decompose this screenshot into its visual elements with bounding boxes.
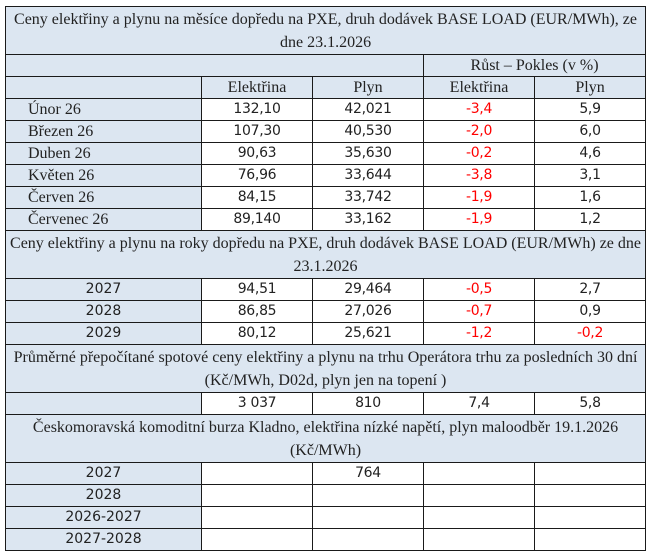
row-label: 2026-2027 (6, 507, 202, 529)
section1-title-row (6, 7, 646, 55)
electricity-price: 132,10 (202, 99, 313, 121)
electricity-price: 84,15 (202, 187, 313, 209)
table-row (6, 463, 646, 485)
col-header-electricity-change: Elektřina (424, 77, 535, 99)
gas-price: 25,621 (313, 323, 424, 345)
gas-price (313, 485, 424, 507)
electricity-price: 86,85 (202, 301, 313, 323)
col-header-gas: Plyn (313, 77, 424, 99)
row-label: 2027 (6, 463, 202, 485)
section2-title-row (6, 231, 646, 279)
electricity-price: 94,51 (202, 279, 313, 301)
table-row (6, 187, 646, 209)
electricity-change: -0,5 (424, 279, 535, 301)
section3-title-row (6, 345, 646, 393)
growth-header-row (6, 55, 646, 77)
table-row (6, 301, 646, 323)
electricity-price (202, 485, 313, 507)
electricity-change: -0,2 (424, 143, 535, 165)
gas-price (313, 507, 424, 529)
section3-title: Průměrné přepočítané spotové ceny elektřiny a plynu na trhu Operátora trhu za posledních 30 dní (Kč/MWh, D02d, plyn jen na topení ) (6, 345, 646, 393)
electricity-change: -1,9 (424, 209, 535, 231)
gas-change: 2,7 (535, 279, 646, 301)
row-label: Červenec 26 (6, 209, 202, 231)
electricity-price: 3 037 (202, 393, 313, 415)
electricity-price: 90,63 (202, 143, 313, 165)
gas-change: 1,6 (535, 187, 646, 209)
electricity-price (202, 529, 313, 551)
row-label: Duben 26 (6, 143, 202, 165)
blank-label-header (6, 77, 202, 99)
gas-price: 40,530 (313, 121, 424, 143)
table-row (6, 485, 646, 507)
table-row (6, 279, 646, 301)
row-label: 2028 (6, 301, 202, 323)
gas-price: 810 (313, 393, 424, 415)
electricity-change: -2,0 (424, 121, 535, 143)
gas-price: 33,742 (313, 187, 424, 209)
section4-title: Českomoravská komoditní burza Kladno, elektřina nízké napětí, plyn maloodběr 19.1.2026 (Kč/MWh) (6, 415, 646, 463)
energy-prices-table (5, 6, 646, 551)
table-row (6, 529, 646, 551)
table-row (6, 393, 646, 415)
row-label: 2027 (6, 279, 202, 301)
row-label (6, 393, 202, 415)
section1-title: Ceny elektřiny a plynu na měsíce dopředu na PXE, druh dodávek BASE LOAD (EUR/MWh), ze dne 23.1.2026 (6, 7, 646, 55)
gas-price: 42,021 (313, 99, 424, 121)
gas-change (535, 507, 646, 529)
gas-change: -0,2 (535, 323, 646, 345)
table-row (6, 165, 646, 187)
electricity-price (202, 507, 313, 529)
gas-change: 1,2 (535, 209, 646, 231)
gas-change: 5,9 (535, 99, 646, 121)
table-row (6, 121, 646, 143)
gas-change (535, 463, 646, 485)
electricity-change (424, 529, 535, 551)
table-row (6, 143, 646, 165)
gas-change: 5,8 (535, 393, 646, 415)
gas-change: 4,6 (535, 143, 646, 165)
gas-change: 3,1 (535, 165, 646, 187)
electricity-change: 7,4 (424, 393, 535, 415)
row-label: 2027-2028 (6, 529, 202, 551)
row-label: Únor 26 (6, 99, 202, 121)
row-label: Březen 26 (6, 121, 202, 143)
electricity-change (424, 507, 535, 529)
gas-price: 35,630 (313, 143, 424, 165)
col-header-gas-change: Plyn (535, 77, 646, 99)
section4-title-row (6, 415, 646, 463)
electricity-change (424, 485, 535, 507)
column-header-row (6, 77, 646, 99)
electricity-change: -1,9 (424, 187, 535, 209)
gas-change: 6,0 (535, 121, 646, 143)
blank-header-cell (6, 55, 424, 77)
gas-price: 33,162 (313, 209, 424, 231)
gas-price (313, 529, 424, 551)
gas-change: 0,9 (535, 301, 646, 323)
electricity-price: 89,140 (202, 209, 313, 231)
electricity-change: -3,4 (424, 99, 535, 121)
table-row (6, 209, 646, 231)
gas-price: 33,644 (313, 165, 424, 187)
electricity-price: 107,30 (202, 121, 313, 143)
gas-change (535, 485, 646, 507)
growth-header: Růst – Pokles (v %) (424, 55, 646, 77)
section2-title: Ceny elektřiny a plynu na roky dopředu na PXE, druh dodávek BASE LOAD (EUR/MWh) ze dne 23.1.2026 (6, 231, 646, 279)
electricity-change: -0,7 (424, 301, 535, 323)
electricity-price (202, 463, 313, 485)
gas-price: 29,464 (313, 279, 424, 301)
electricity-price: 80,12 (202, 323, 313, 345)
electricity-change: -3,8 (424, 165, 535, 187)
gas-price: 764 (313, 463, 424, 485)
electricity-price: 76,96 (202, 165, 313, 187)
electricity-change (424, 463, 535, 485)
gas-price: 27,026 (313, 301, 424, 323)
row-label: Červen 26 (6, 187, 202, 209)
electricity-change: -1,2 (424, 323, 535, 345)
row-label: 2028 (6, 485, 202, 507)
table-row (6, 323, 646, 345)
row-label: Květen 26 (6, 165, 202, 187)
gas-change (535, 529, 646, 551)
table-row (6, 507, 646, 529)
table-row (6, 99, 646, 121)
row-label: 2029 (6, 323, 202, 345)
col-header-electricity: Elektřina (202, 77, 313, 99)
